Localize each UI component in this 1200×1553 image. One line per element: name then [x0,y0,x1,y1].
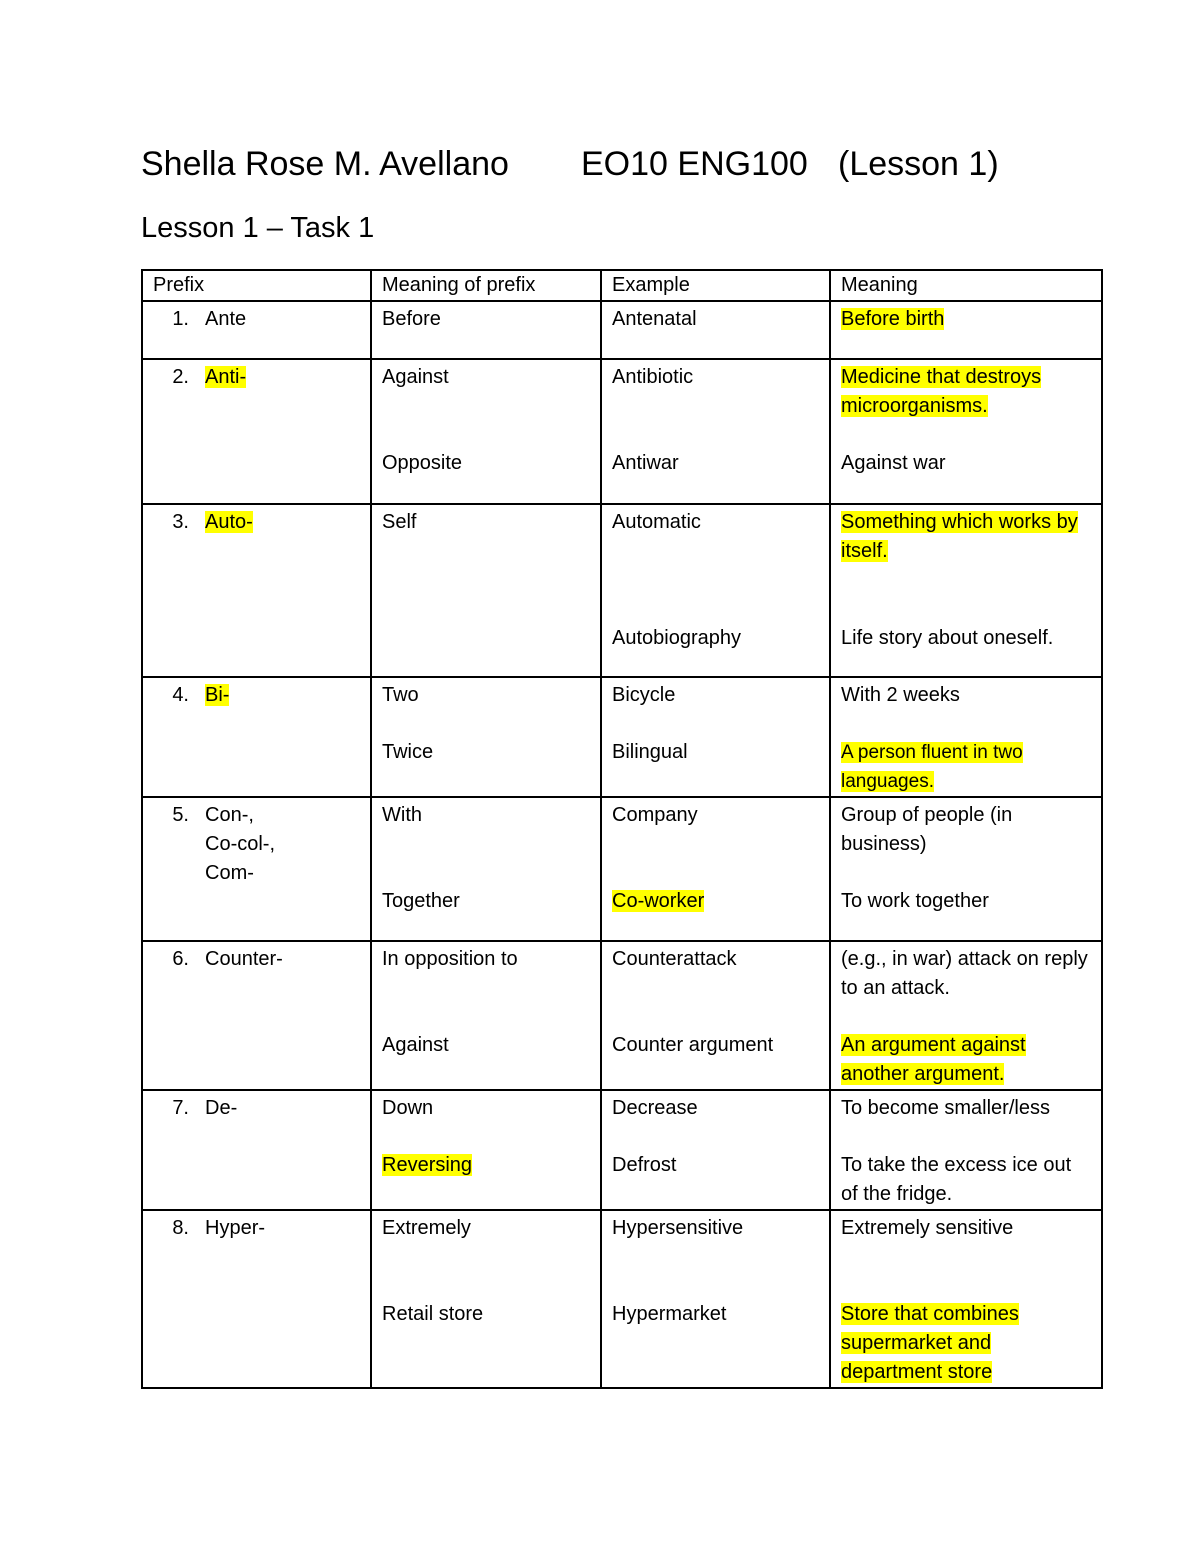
example-word: Bicycle [612,684,676,706]
prefix-meaning: Before [382,308,441,330]
task-title: Lesson 1 – Task 1 [141,212,375,244]
column-header-meaning-of-prefix: Meaning of prefix [371,270,601,301]
example-cell [601,504,830,677]
table-row [142,677,1102,797]
prefix-meaning-cell [371,504,601,677]
example-word: Hypersensitive [612,1217,744,1239]
document-header [141,145,999,184]
example-meaning: Against war [841,452,946,474]
meaning-cell [830,677,1102,797]
example-cell [601,797,830,941]
prefix-name: Hyper- [205,1217,266,1239]
example-word: Decrease [612,1097,698,1119]
prefix-meaning: Against [382,1034,449,1056]
example-meaning: Store that combines supermarket and department store [841,1303,1019,1383]
prefix-cell [142,797,371,941]
example-meaning: Before birth [841,308,945,330]
prefix-name: Con-, [205,804,254,826]
meaning-cell [830,941,1102,1090]
row-number: 1. [172,308,189,330]
prefix-name: Anti- [205,366,247,388]
table-row [142,1210,1102,1388]
example-word: Defrost [612,1154,677,1176]
example-word: Hypermarket [612,1303,727,1325]
example-word: Autobiography [612,627,741,649]
prefix-table [141,269,1103,1389]
prefix-meaning: Extremely [382,1217,471,1239]
example-cell [601,677,830,797]
prefix-cell [142,1210,371,1388]
prefix-meaning: Retail store [382,1303,484,1325]
example-word: Antenatal [612,308,697,330]
example-word: Antiwar [612,452,679,474]
prefix-meaning-cell [371,941,601,1090]
prefix-meaning: Opposite [382,452,463,474]
table-row [142,1090,1102,1210]
table-row [142,797,1102,941]
prefix-name: Ante [205,308,247,330]
meaning-cell [830,301,1102,359]
meaning-cell [830,359,1102,504]
example-word: Automatic [612,511,701,533]
example-word: Counter argument [612,1034,774,1056]
prefix-name: Bi- [205,684,230,706]
prefix-meaning: In opposition to [382,948,518,970]
column-header-example: Example [601,270,830,301]
row-number: 4. [172,684,189,706]
prefix-meaning-cell [371,1090,601,1210]
row-number: 5. [172,804,189,826]
example-meaning: To become smaller/less [841,1097,1050,1119]
prefix-cell [142,677,371,797]
row-number: 7. [172,1097,189,1119]
prefix-name: Counter- [205,948,283,970]
example-cell [601,941,830,1090]
row-number: 8. [172,1217,189,1239]
meaning-cell [830,1090,1102,1210]
example-meaning: To work together [841,890,989,912]
prefix-name: Auto- [205,511,253,533]
prefix-meaning: With [382,804,422,826]
table-row [142,504,1102,677]
example-word: Bilingual [612,741,688,763]
prefix-meaning-cell [371,301,601,359]
example-meaning: Something which works by itself. [841,511,1078,562]
prefix-cell [142,941,371,1090]
row-number: 2. [172,366,189,388]
table-row [142,941,1102,1090]
prefix-cell [142,301,371,359]
example-meaning: Medicine that destroys microorganisms. [841,366,1042,417]
prefix-cell [142,504,371,677]
meaning-cell [830,1210,1102,1388]
prefix-name: De- [205,1097,238,1119]
example-word: Counterattack [612,948,737,970]
column-header-meaning: Meaning [830,270,1102,301]
example-cell [601,359,830,504]
row-number: 6. [172,948,189,970]
lesson-label: (Lesson 1) [838,145,999,183]
prefix-name: Co-col-, [205,833,276,855]
meaning-cell [830,504,1102,677]
prefix-meaning: Twice [382,741,434,763]
example-cell [601,1090,830,1210]
prefix-meaning-cell [371,797,601,941]
example-meaning: With 2 weeks [841,684,960,706]
prefix-meaning: Together [382,890,460,912]
example-meaning: A person fluent in two languages. [841,742,1023,792]
prefix-name: Com- [205,862,254,884]
example-meaning: Extremely sensitive [841,1217,1014,1239]
example-cell [601,1210,830,1388]
example-meaning: (e.g., in war) attack on reply to an attack. [841,948,1088,999]
student-name: Shella Rose M. Avellano [141,145,509,183]
example-meaning: Group of people (in business) [841,804,1013,855]
prefix-meaning-cell [371,359,601,504]
prefix-meaning-cell [371,1210,601,1388]
prefix-meaning: Reversing [382,1154,473,1176]
example-word: Company [612,804,698,826]
course-code: EO10 ENG100 [581,145,808,183]
example-meaning: To take the excess ice out of the fridge. [841,1154,1072,1205]
prefix-cell [142,1090,371,1210]
example-meaning: Life story about oneself. [841,627,1054,649]
prefix-cell [142,359,371,504]
row-number: 3. [172,511,189,533]
prefix-meaning: Self [382,511,417,533]
prefix-meaning-cell [371,677,601,797]
prefix-meaning: Down [382,1097,434,1119]
example-cell [601,301,830,359]
column-header-prefix: Prefix [142,270,371,301]
prefix-meaning: Two [382,684,419,706]
prefix-meaning: Against [382,366,449,388]
table-row [142,359,1102,504]
meaning-cell [830,797,1102,941]
example-meaning: An argument against another argument. [841,1034,1026,1085]
table-row [142,301,1102,359]
example-word: Co-worker [612,890,705,912]
example-word: Antibiotic [612,366,694,388]
table-header-row [142,270,1102,301]
